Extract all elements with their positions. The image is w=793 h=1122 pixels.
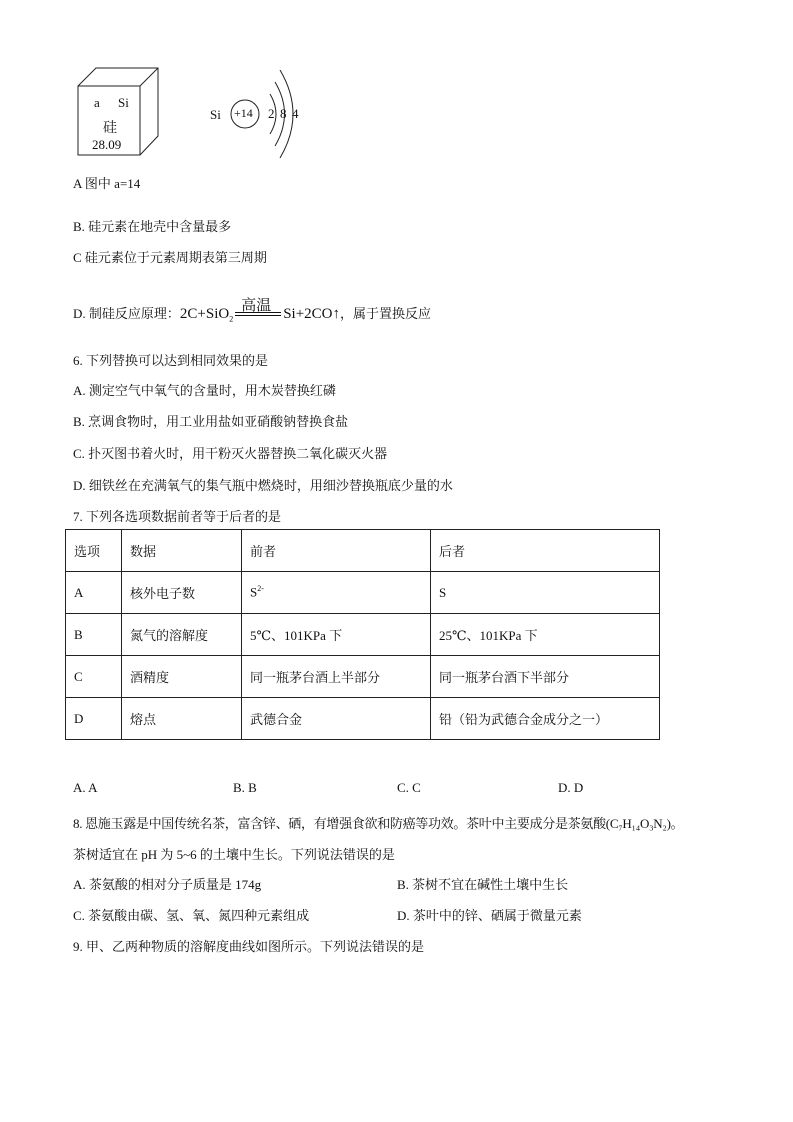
q8-stem-line1: 8. 恩施玉露是中国传统名茶，富含锌、硒，有增强食欲和防癌等功效。茶叶中主要成分是茶氨酸(C₇H₁₄O₃N₂)。 [73, 816, 684, 831]
q7-answer-d: D. D [558, 780, 584, 795]
ion-charge: 2- [257, 584, 264, 594]
atomic-mass: 28.09 [92, 137, 122, 152]
q5-option-a: A 图中 a=14 [73, 176, 141, 191]
table-header-row [66, 530, 660, 572]
header-cell: 数据 [122, 530, 242, 572]
table-cell: 25℃、101KPa 下 [431, 614, 660, 656]
q8-stem-line2: 茶树适宜在 pH 为 5~6 的土壤中生长。下列说法错误的是 [73, 847, 395, 862]
equation-left: 2C+SiO [179, 306, 230, 322]
table-row [66, 614, 660, 656]
q5-d-prefix: D. 制硅反应原理： [73, 306, 180, 321]
q6-option-b: B. 烹调食物时，用工业用盐如亚硝酸钠替换食盐 [73, 414, 349, 429]
table-cell: D [66, 698, 122, 740]
table-cell: 核外电子数 [122, 572, 242, 614]
q6-option-a: A. 测定空气中氧气的含量时，用木炭替换红磷 [73, 383, 336, 398]
q8-option-b: B. 茶树不宜在碱性土壤中生长 [397, 877, 569, 892]
shell-3: 4 [292, 106, 299, 121]
q6-option-c: C. 扑灭图书着火时，用干粉灭火器替换二氧化碳灭火器 [73, 446, 388, 461]
table-row [66, 698, 660, 740]
q7-stem: 7. 下列各选项数据前者等于后者的是 [73, 509, 282, 524]
q7-answer-a: A. A [73, 780, 98, 795]
equation-subscript: 2 [229, 314, 234, 324]
element-cube-figure [76, 66, 171, 161]
equation-right: Si+2CO↑ [283, 306, 341, 322]
table-cell: A [66, 572, 122, 614]
q5-option-b: B. 硅元素在地壳中含量最多 [73, 219, 232, 234]
header-cell: 前者 [242, 530, 431, 572]
shell-1: 2 [268, 106, 275, 121]
table-cell: 熔点 [122, 698, 242, 740]
table-cell: 酒精度 [122, 656, 242, 698]
ion-symbol: S [250, 584, 258, 600]
table-cell: S [431, 572, 660, 614]
table-row [66, 572, 660, 614]
q8-option-d: D. 茶叶中的锌、硒属于微量元素 [397, 908, 582, 923]
table-row [66, 656, 660, 698]
table-cell: 氮气的溶解度 [122, 614, 242, 656]
q8-option-a: A. 茶氨酸的相对分子质量是 174g [73, 877, 262, 892]
table-cell: 同一瓶茅台酒上半部分 [242, 656, 431, 698]
table-cell: C [66, 656, 122, 698]
element-name: 硅 [103, 121, 117, 136]
element-symbol: Si [118, 95, 129, 110]
q5-option-c: C 硅元素位于元素周期表第三周期 [73, 250, 267, 265]
header-cell: 选项 [66, 530, 122, 572]
q7-answer-c: C. C [397, 780, 421, 795]
atom-symbol: Si [210, 107, 221, 122]
q6-option-d: D. 细铁丝在充满氧气的集气瓶中燃烧时，用细沙替换瓶底少量的水 [73, 478, 453, 493]
q5-option-d [73, 298, 432, 324]
reaction-condition: 高温 [241, 298, 272, 314]
q8-option-c: C. 茶氨酸由碳、氢、氧、氮四种元素组成 [73, 908, 310, 923]
shell-2: 8 [280, 106, 287, 121]
q6-stem: 6. 下列替换可以达到相同效果的是 [73, 353, 269, 368]
table-cell: B [66, 614, 122, 656]
q5-d-suffix: ，属于置换反应 [340, 306, 432, 321]
nucleus-charge: +14 [234, 106, 253, 120]
q9-stem: 9. 甲、乙两种物质的溶解度曲线如图所示。下列说法错误的是 [73, 939, 425, 954]
table-cell: 铅（铅为武德合金成分之一） [431, 698, 660, 740]
table-cell: 5℃、101KPa 下 [242, 614, 431, 656]
table-cell: 同一瓶茅台酒下半部分 [431, 656, 660, 698]
q7-answer-b: B. B [233, 780, 257, 795]
table-cell [242, 572, 431, 614]
header-cell: 后者 [431, 530, 660, 572]
table-cell: 武德合金 [242, 698, 431, 740]
atomic-number-label: a [94, 95, 100, 110]
q7-table [65, 529, 660, 740]
